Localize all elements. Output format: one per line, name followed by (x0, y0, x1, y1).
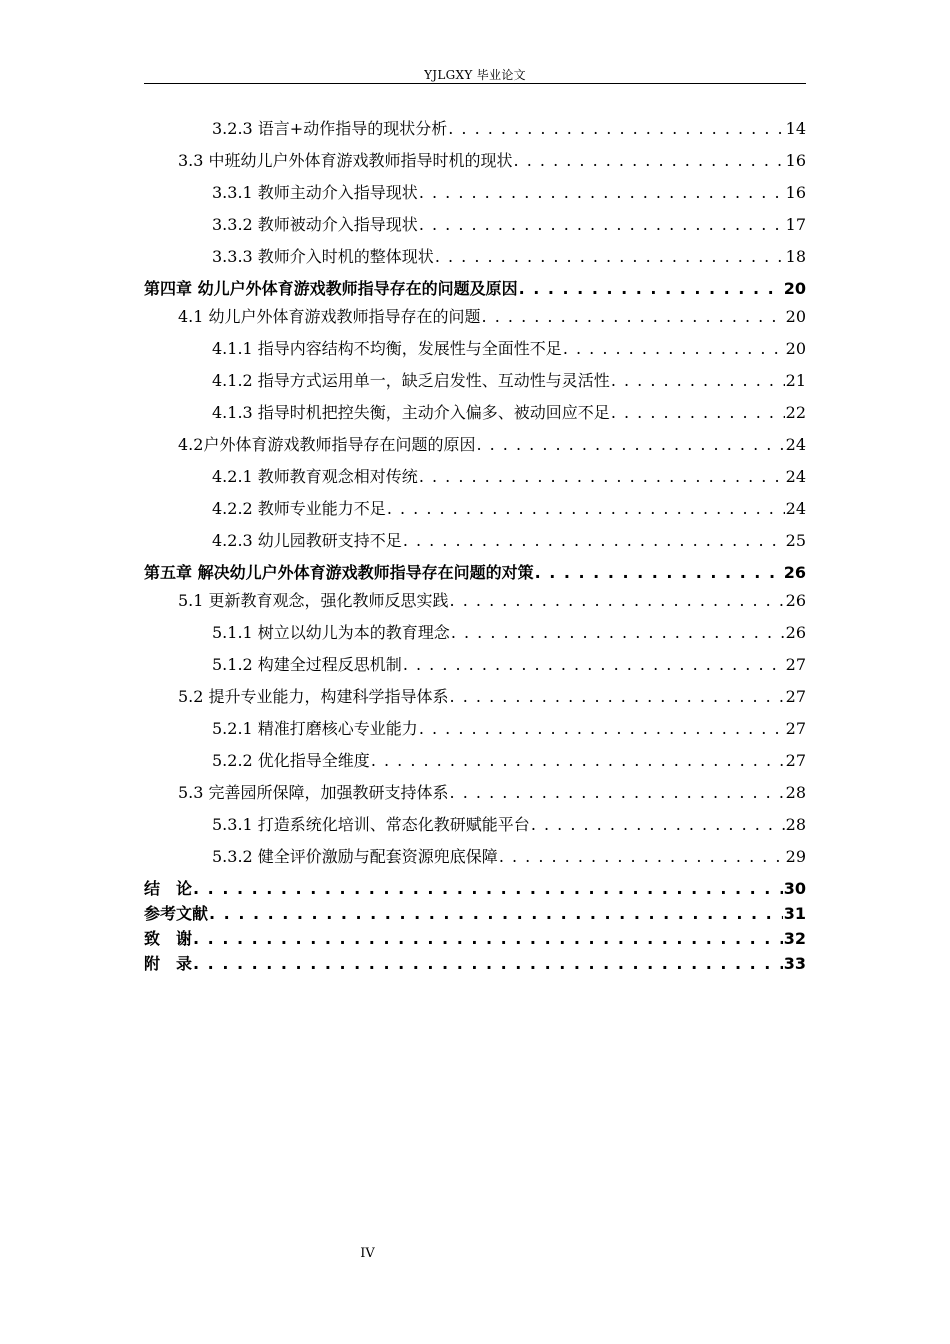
toc-entry[interactable] (144, 336, 806, 368)
toc-entry-page: 20 (785, 307, 806, 326)
running-header: YJLGXY 毕业论文 (424, 68, 526, 82)
toc-entry[interactable] (144, 748, 806, 780)
toc-entry-page: 26 (783, 563, 806, 582)
toc-leader-dots (419, 215, 785, 234)
toc-entry[interactable] (144, 620, 806, 652)
toc-entry[interactable] (144, 432, 806, 464)
toc-entry[interactable] (144, 780, 806, 812)
toc-entry[interactable] (144, 212, 806, 244)
toc-leader-dots (451, 623, 785, 642)
toc-leader-dots (611, 403, 785, 422)
toc-entry-title: 3.3 中班幼儿户外体育游戏教师指导时机的现状 (178, 151, 513, 170)
toc-entry[interactable] (144, 951, 806, 976)
toc-entry-title: 致 谢 (144, 929, 193, 948)
table-of-contents (144, 116, 806, 976)
toc-entry-page: 20 (785, 339, 806, 358)
toc-entry-page: 24 (785, 435, 806, 454)
toc-entry[interactable] (144, 716, 806, 748)
toc-entry-title: 4.2户外体育游戏教师指导存在问题的原因 (178, 435, 476, 454)
toc-entry[interactable] (144, 812, 806, 844)
toc-entry-title: 结 论 (144, 879, 193, 898)
toc-leader-dots (403, 531, 785, 550)
toc-entry-title: 3.3.1 教师主动介入指导现状 (212, 183, 418, 202)
toc-entry-title: 4.2.1 教师教育观念相对传统 (212, 467, 418, 486)
toc-leader-dots (482, 307, 785, 326)
toc-entry-page: 28 (785, 783, 806, 802)
toc-entry[interactable] (144, 926, 806, 951)
toc-entry-page: 26 (785, 591, 806, 610)
toc-entry-title: 5.2 提升专业能力，构建科学指导体系 (178, 687, 449, 706)
toc-entry-title: 参考文献 (144, 904, 209, 923)
toc-entry[interactable] (144, 148, 806, 180)
toc-entry-title: 第五章 解决幼儿户外体育游戏教师指导存在问题的对策 (144, 563, 534, 582)
toc-leader-dots (193, 954, 783, 973)
toc-entry-page: 31 (783, 904, 806, 923)
toc-entry-page: 16 (785, 151, 806, 170)
toc-entry-title: 5.1.2 构建全过程反思机制 (212, 655, 402, 674)
toc-entry-page: 33 (783, 954, 806, 973)
toc-entry-title: 5.1.1 树立以幼儿为本的教育理念 (212, 623, 450, 642)
toc-entry-title: 5.2.1 精准打磨核心专业能力 (212, 719, 418, 738)
toc-entry-page: 17 (785, 215, 806, 234)
toc-leader-dots (448, 119, 784, 138)
toc-entry[interactable] (144, 652, 806, 684)
toc-entry[interactable] (144, 528, 806, 560)
toc-entry-title: 4.2.3 幼儿园教研支持不足 (212, 531, 402, 550)
toc-entry[interactable] (144, 588, 806, 620)
toc-leader-dots (450, 591, 785, 610)
toc-leader-dots (193, 929, 783, 948)
toc-entry-title: 5.2.2 优化指导全维度 (212, 751, 370, 770)
toc-leader-dots (531, 815, 785, 834)
toc-entry-page: 25 (785, 531, 806, 550)
toc-entry-page: 18 (785, 247, 806, 266)
toc-entry-page: 24 (785, 499, 806, 518)
toc-leader-dots (435, 247, 785, 266)
toc-entry[interactable] (144, 400, 806, 432)
toc-entry-page: 30 (783, 879, 806, 898)
toc-entry-title: 4.1.2 指导方式运用单一，缺乏启发性、互动性与灵活性 (212, 371, 610, 390)
toc-leader-dots (419, 183, 785, 202)
toc-leader-dots (419, 719, 785, 738)
toc-entry[interactable] (144, 368, 806, 400)
toc-entry-page: 20 (783, 279, 806, 298)
toc-leader-dots (519, 279, 783, 298)
toc-leader-dots (450, 687, 785, 706)
toc-entry-page: 27 (785, 719, 806, 738)
toc-entry-title: 5.3.1 打造系统化培训、常态化教研赋能平台 (212, 815, 530, 834)
toc-entry[interactable] (144, 116, 806, 148)
toc-entry-page: 16 (785, 183, 806, 202)
toc-entry-title: 4.1 幼儿户外体育游戏教师指导存在的问题 (178, 307, 481, 326)
toc-entry-page: 28 (785, 815, 806, 834)
toc-leader-dots (193, 879, 783, 898)
toc-entry[interactable] (144, 844, 806, 876)
toc-entry[interactable] (144, 304, 806, 336)
toc-entry[interactable] (144, 901, 806, 926)
toc-entry-title: 第四章 幼儿户外体育游戏教师指导存在的问题及原因 (144, 279, 518, 298)
toc-entry-title: 5.3.2 健全评价激励与配套资源兜底保障 (212, 847, 498, 866)
toc-entry[interactable] (144, 876, 806, 901)
toc-entry-title: 5.3 完善园所保障，加强教研支持体系 (178, 783, 449, 802)
toc-entry-page: 14 (785, 119, 806, 138)
toc-leader-dots (476, 435, 784, 454)
toc-entry-title: 附 录 (144, 954, 193, 973)
toc-entry-page: 26 (785, 623, 806, 642)
toc-entry-title: 3.3.2 教师被动介入指导现状 (212, 215, 418, 234)
toc-leader-dots (387, 499, 785, 518)
toc-leader-dots (403, 655, 785, 674)
toc-entry[interactable] (144, 560, 806, 588)
toc-leader-dots (535, 563, 783, 582)
toc-entry[interactable] (144, 464, 806, 496)
toc-entry-title: 4.2.2 教师专业能力不足 (212, 499, 386, 518)
toc-entry-page: 27 (785, 751, 806, 770)
toc-entry-page: 27 (785, 687, 806, 706)
toc-entry[interactable] (144, 180, 806, 212)
toc-entry-page: 27 (785, 655, 806, 674)
toc-entry-page: 24 (785, 467, 806, 486)
toc-entry[interactable] (144, 244, 806, 276)
toc-entry-title: 3.2.3 语言+动作指导的现状分析 (212, 119, 448, 138)
toc-leader-dots (563, 339, 785, 358)
toc-entry-title: 4.1.3 指导时机把控失衡，主动介入偏多、被动回应不足 (212, 403, 610, 422)
toc-entry-page: 29 (785, 847, 806, 866)
toc-entry-page: 21 (785, 371, 806, 390)
toc-leader-dots (450, 783, 785, 802)
toc-entry[interactable] (144, 276, 806, 304)
toc-entry-title: 3.3.3 教师介入时机的整体现状 (212, 247, 434, 266)
toc-leader-dots (419, 467, 785, 486)
toc-leader-dots (499, 847, 785, 866)
toc-entry-title: 5.1 更新教育观念，强化教师反思实践 (178, 591, 449, 610)
page-number: IV (360, 1246, 375, 1261)
toc-entry-title: 4.1.1 指导内容结构不均衡，发展性与全面性不足 (212, 339, 562, 358)
toc-entry[interactable] (144, 684, 806, 716)
toc-leader-dots (371, 751, 785, 770)
toc-entry-page: 22 (785, 403, 806, 422)
toc-leader-dots (209, 904, 783, 923)
header-rule (144, 83, 806, 84)
toc-leader-dots (611, 371, 785, 390)
toc-entry-page: 32 (783, 929, 806, 948)
toc-entry[interactable] (144, 496, 806, 528)
toc-leader-dots (514, 151, 785, 170)
